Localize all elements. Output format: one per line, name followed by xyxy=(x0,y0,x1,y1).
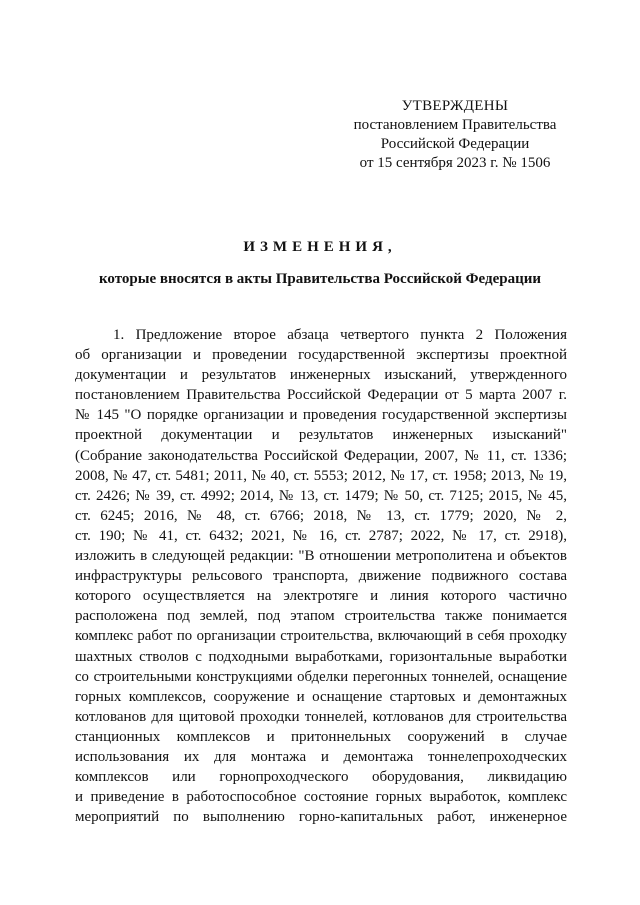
body-line: изложить в следующей редакции: "В отношении метрополитена и объектов xyxy=(75,548,567,565)
body-line: использования их для монтажа и демонтажа тоннелепроходческих xyxy=(75,748,567,765)
approval-line-1: постановлением Правительства xyxy=(353,117,557,133)
body-line: № 145 "О порядке организации и проведения государственной экспертизы xyxy=(75,407,567,424)
body-line: станционных комплексов и притоннельных сооружений в случае xyxy=(75,728,567,745)
body-line: ст. 6245; 2016, № 48, ст. 6766; 2018, № 13, ст. 1779; 2020, № 2, xyxy=(75,507,567,524)
document-title: ИЗМЕНЕНИЯ, xyxy=(243,239,397,255)
body-line: расположена под землей, под этапом строительства также понимается xyxy=(75,608,567,625)
body-line: проектной документации и результатов инженерных изысканий" xyxy=(75,427,567,444)
body-line: (Собрание законодательства Российской Федерации, 2007, № 11, ст. 1336; xyxy=(75,447,567,464)
body-line: горных комплексов, сооружение и оснащение стартовых и демонтажных xyxy=(75,688,567,705)
body-line: 2008, № 47, ст. 5481; 2011, № 40, ст. 5553; 2012, № 17, ст. 1958; 2013, № 19, xyxy=(75,467,567,484)
approval-line-3: от 15 сентября 2023 г. № 1506 xyxy=(359,155,551,171)
body-line: инфраструктуры рельсового транспорта, движение подвижного состава xyxy=(75,568,567,585)
approval-title: УТВЕРЖДЕНЫ xyxy=(401,98,509,114)
body-line: которого осуществляется на электротяге и линия которого частично xyxy=(75,588,567,605)
document-subtitle: которые вносятся в акты Правительства Российской Федерации xyxy=(98,271,542,287)
body-line: документации и результатов инженерных изысканий, утвержденного xyxy=(75,367,567,384)
approval-line-2: Российской Федерации xyxy=(380,136,530,152)
body-line: со строительными конструкциями обделки перегонных тоннелей, оснащение xyxy=(75,668,567,685)
body-line: комплексов или горнопроходческого оборудования, ликвидацию xyxy=(75,769,567,786)
body-line: ст. 190; № 41, ст. 6432; 2021, № 16, ст. 2787; 2022, № 17, ст. 2918), xyxy=(75,527,567,544)
body-line: постановлением Правительства Российской Федерации от 5 марта 2007 г. xyxy=(75,387,567,404)
body-paragraph xyxy=(75,325,567,827)
body-line: комплекс работ по организации строительства, включающий в себя проходку xyxy=(75,628,567,645)
body-line: ст. 2426; № 39, ст. 4992; 2014, № 13, ст. 1479; № 50, ст. 7125; 2015, № 45, xyxy=(75,487,567,504)
body-line: шахтных стволов с подходными выработками, горизонтальные выработки xyxy=(75,648,567,665)
approval-stamp xyxy=(340,97,570,173)
body-line: об организации и проведении государственной экспертизы проектной xyxy=(75,347,567,364)
body-line: и приведение в работоспособное состояние горных выработок, комплекс xyxy=(75,789,567,806)
body-line: 1. Предложение второе абзаца четвертого пункта 2 Положения xyxy=(113,327,567,343)
body-line: котлованов для щитовой проходки тоннелей, котлованов для строительства xyxy=(75,708,567,725)
body-line: мероприятий по выполнению горно-капитальных работ, инженерное xyxy=(75,809,567,826)
